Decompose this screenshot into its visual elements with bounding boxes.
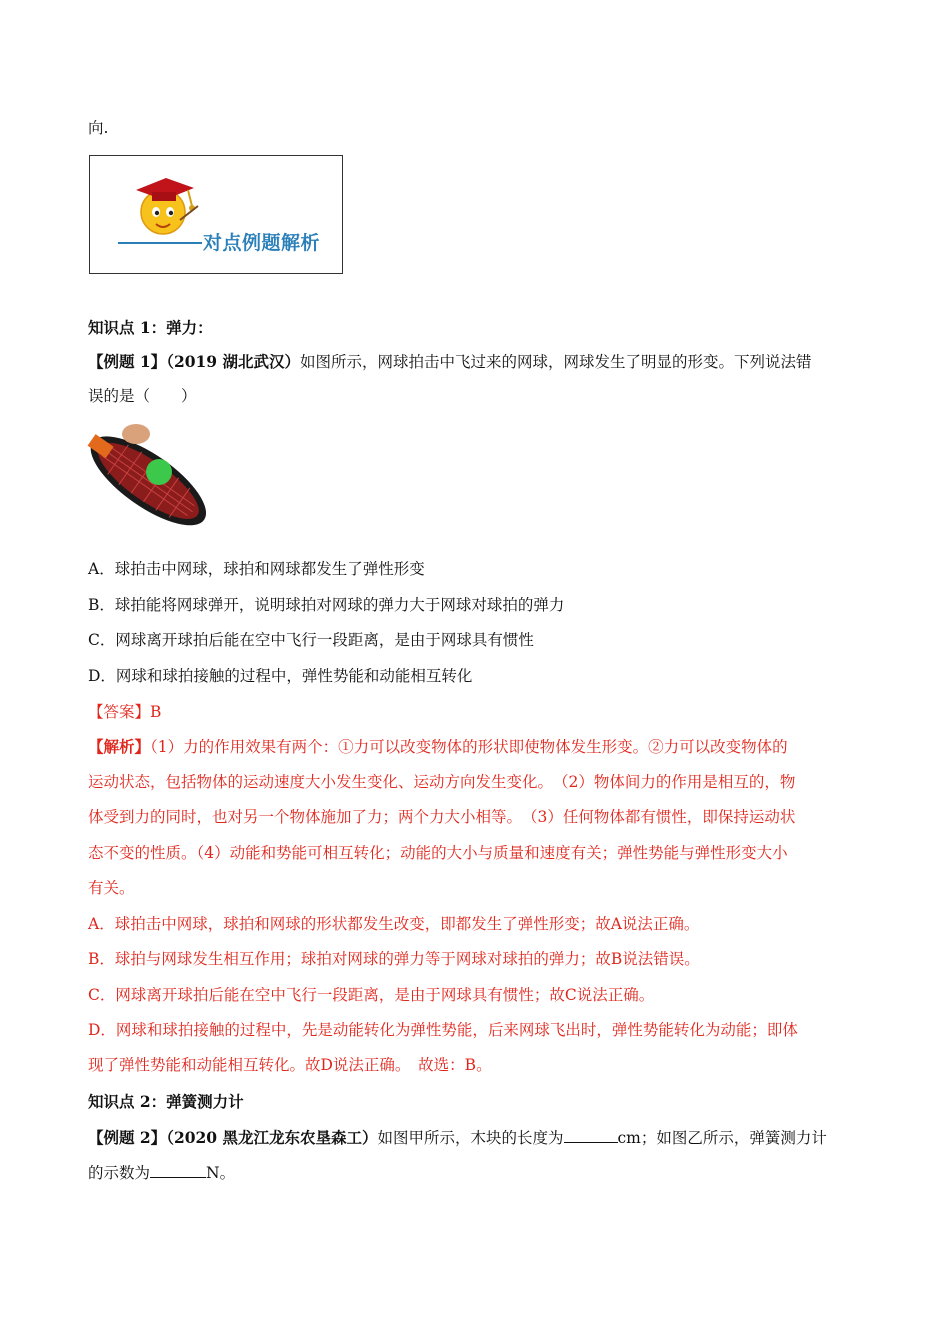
section-banner <box>89 155 343 274</box>
analysis-option-b: B．球拍与网球发生相互作用；球拍对网球的弹力等于网球对球拍的弹力；故B说法错误。 <box>88 950 700 968</box>
answer-blank-force[interactable] <box>150 1163 206 1178</box>
example-2-source: （2020 黑龙江龙东农垦森工） <box>166 1128 378 1147</box>
example-1-option-b: B．球拍能将网球弹开，说明球拍对网球的弹力大于网球对球拍的弹力 <box>88 596 565 614</box>
example-1-option-a: A．球拍击中网球，球拍和网球都发生了弹性形变 <box>88 560 425 578</box>
example-1-option-d: D．网球和球拍接触的过程中，弹性势能和动能相互转化 <box>88 667 473 685</box>
scholar-mascot-icon <box>118 166 208 246</box>
example-2-stem-part-1: 如图甲所示，木块的长度为 <box>377 1129 564 1147</box>
analysis-line-2: 运动状态，包括物体的运动速度大小发生变化、运动方向发生变化。 （2）物体间力的作用是相互的，物 <box>88 773 796 791</box>
analysis-line-5: 有关。 <box>88 879 135 897</box>
analysis-line-1 <box>88 737 788 757</box>
example-2-unit-2: N。 <box>206 1164 236 1182</box>
analysis-option-c: C．网球离开球拍后能在空中飞行一段距离，是由于网球具有惯性；故C说法正确。 <box>88 986 655 1004</box>
example-1-stem: 如图所示，网球拍击中飞过来的网球，网球发生了明显的形变。下列说法错 <box>299 353 812 371</box>
analysis-option-a: A．球拍击中网球，球拍和网球的形状都发生改变，即都发生了弹性形变；故A说法正确。 <box>88 915 700 933</box>
example-2-stem-line-2 <box>88 1163 235 1183</box>
top-fragment: 向. <box>88 119 109 137</box>
analysis-option-d-line-2: 现了弹性势能和动能相互转化。故D说法正确。 故选：B。 <box>88 1056 492 1074</box>
example-1-stem-line-1 <box>88 352 812 372</box>
example-2-stem-line-1 <box>88 1128 827 1148</box>
knowledge-point-1-heading: 知识点 1：弹力： <box>88 318 213 337</box>
example-1-option-c: C．网球离开球拍后能在空中飞行一段距离，是由于网球具有惯性 <box>88 631 534 649</box>
analysis-line-4: 态不变的性质。（4）动能和势能可相互转化；动能的大小与质量和速度有关；弹性势能与弹性形变大小 <box>88 844 788 862</box>
analysis-tag: 【解析】 <box>88 737 151 756</box>
analysis-line-3: 体受到力的同时，也对另一个物体施加了力；两个力大小相等。 （3）任何物体都有惯性，即保持运动状 <box>88 808 796 826</box>
example-1-tag: 【例题 1】 <box>88 352 167 371</box>
example-1-answer: 【答案】B <box>88 703 162 721</box>
tennis-racket-image <box>86 420 214 545</box>
analysis-text: （1）力的作用效果有两个：①力可以改变物体的形状即使物体发生形变。②力可以改变物体的 <box>150 738 788 756</box>
banner-title: 对点例题解析 <box>203 232 321 254</box>
knowledge-point-2-heading: 知识点 2：弹簧测力计 <box>88 1092 244 1111</box>
answer-blank-length[interactable] <box>564 1128 618 1143</box>
analysis-option-d-line-1: D．网球和球拍接触的过程中，先是动能转化为弹性势能，后来网球飞出时，弹性势能转化为动能；即体 <box>88 1021 798 1039</box>
example-2-stem-part-2: 的示数为 <box>88 1164 151 1182</box>
example-2-unit-1: cm；如图乙所示，弹簧测力计 <box>617 1129 827 1147</box>
example-1-stem-line-2: 误的是（ ） <box>88 387 197 405</box>
example-1-source: （2019 湖北武汉） <box>166 352 300 371</box>
example-2-tag: 【例题 2】 <box>88 1128 167 1147</box>
banner-rule <box>118 242 202 244</box>
